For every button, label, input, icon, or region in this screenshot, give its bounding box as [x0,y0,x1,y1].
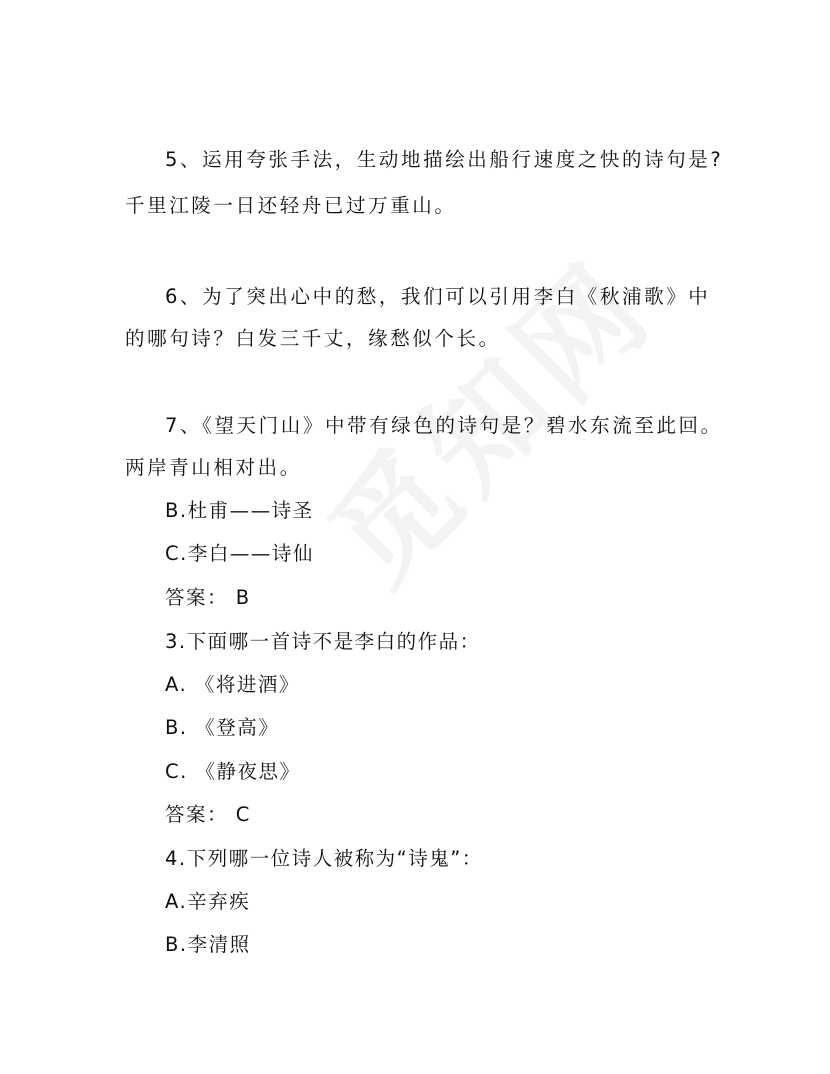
q3-option-c: C. 《静夜思》 [165,760,301,783]
option-b-dufu: B.杜甫——诗圣 [165,499,314,522]
q4-option-a: A.辛弃疾 [165,890,251,913]
q3-question: 3.下面哪一首诗不是李白的作品： [165,630,481,653]
q6-answer: 的哪句诗？白发三千丈，缘愁似个长。 [125,327,501,350]
q5-question: 5、运用夸张手法，生动地描绘出船行速度之快的诗句是? [165,148,724,171]
option-c-libai: C.李白——诗仙 [165,542,314,565]
q7-answer: 两岸青山相对出。 [125,456,302,479]
answer-2: 答案： C [165,803,251,826]
q3-option-b: B. 《登高》 [165,716,280,739]
q4-question: 4.下列哪一位诗人被称为“诗鬼”： [165,847,483,870]
q4-option-b: B.李清照 [165,933,251,956]
q6-question: 6、为了突出心中的愁，我们可以引用李白《秋浦歌》中 [165,285,711,308]
answer-1: 答案： B [165,586,251,609]
q7-question: 7、《望天门山》中带有绿色的诗句是？碧水东流至此回。 [165,414,723,437]
q5-answer: 千里江陵一日还轻舟已过万重山。 [125,194,457,217]
q3-option-a: A. 《将进酒》 [165,673,300,696]
